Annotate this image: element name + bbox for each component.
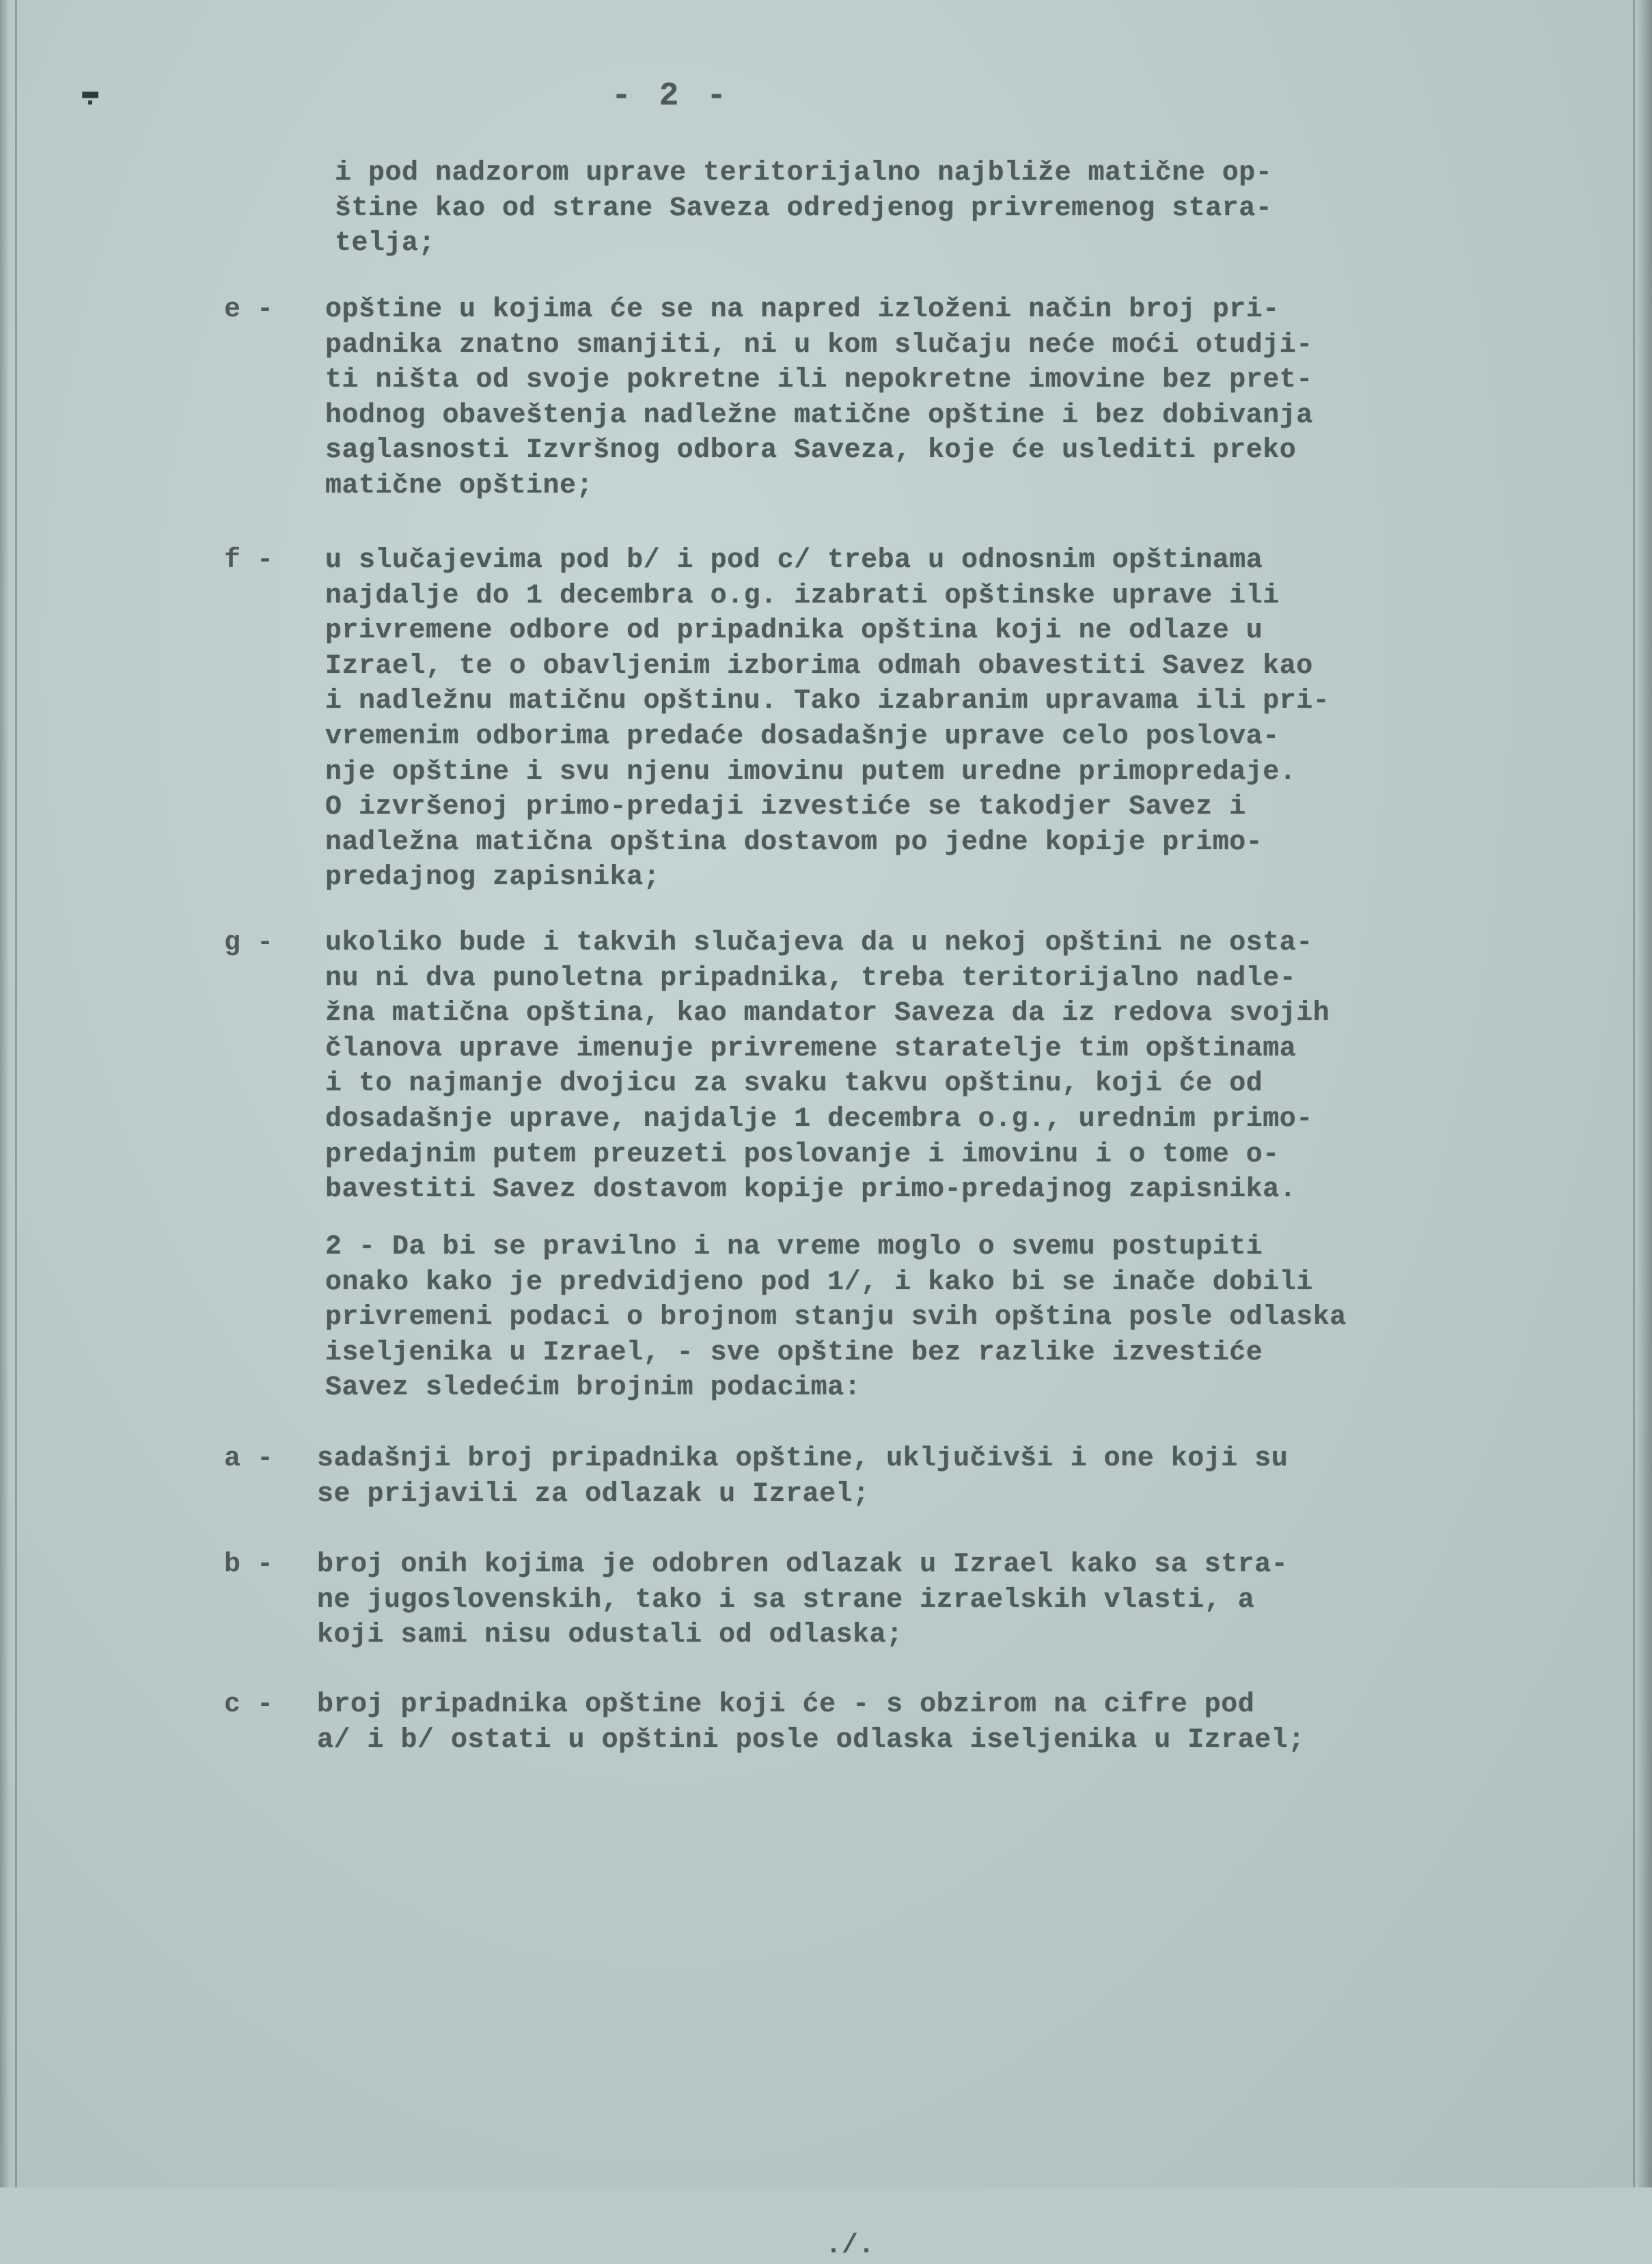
continuation-mark: ./. [825,2231,875,2261]
paragraph-section-2: 2 - Da bi se pravilno i na vreme moglo o svemu postupiti onako kako je predvidjeno pod 1/, i kako bi se inače dobili privremeni podaci o brojnom stanju svih opština posle odlaska iseljenika u Izrael, - sve opštine bez razlike izvestiće Savez sledećim brojnim podacima: [325,1232,1347,1404]
paragraph-intro: i pod nadzorom uprave teritorijalno najbliže matične op- štine kao od strane Saveza odredjenog privremenog stara- telja; [335,158,1273,260]
paragraph-a: sadašnji broj pripadnika opštine, uključivši i one koji su se prijavili za odlazak u Izrael; [317,1444,1289,1510]
left-page-edge [15,0,17,2187]
item-label-g: g - [224,928,274,958]
item-label-b: b - [224,1549,274,1580]
paragraph-c: broj pripadnika opštine koji će - s obzirom na cifre pod a/ i b/ ostati u opštini posle odlaska iseljenika u Izrael; [317,1689,1305,1756]
paragraph-e: opštine u kojima će se na napred izloženi način broj pri- padnika znatno smanjiti, ni u kom slučaju neće moći otudji- ti ništa od svoje pokretne ili nepokretne imovine bez pret- hodnog obaveštenja nadležne matične opštine i bez dobivanja saglasnosti Izvršnog odbora Saveza, koje će uslediti preko matične opštine; [325,294,1313,501]
paragraph-g: ukoliko bude i takvih slučajeva da u nekoj opštini ne osta- nu ni dva punoletna pripadnika, treba teritorijalno nadle- žna matična opština, kao mandator Saveza da iz redova svojih članova uprave imenuje privremene staratelje tim opštinama i to najmanje dvojicu za svaku takvu opštinu, koji će od dosadašnje uprave, najdalje 1 decembra o.g., urednim primo- predajnim putem preuzeti poslovanje i imovinu i o tome o- bavestiti Savez dostavom kopije primo-predajnog zapisnika. [325,928,1330,1206]
right-page-edge [1633,0,1635,2187]
paragraph-b: broj onih kojima je odobren odlazak u Izrael kako sa stra- ne jugoslovenskih, tako i sa strane izraelskih vlasti, a koji sami nisu odustali od odlaska; [317,1549,1289,1651]
item-label-e: e - [224,294,274,325]
item-label-c: c - [224,1689,274,1720]
item-label-f: f - [224,545,274,576]
item-label-a: a - [224,1444,274,1474]
page-number: - 2 - [611,78,731,115]
corner-mark: ▬ · [82,77,99,119]
paragraph-f: u slučajevima pod b/ i pod c/ treba u odnosnim opštinama najdalje do 1 decembra o.g. izabrati opštinske uprave ili privremene odbore od pripadnika opština koji ne odlaze u Izrael, te o obavljenim izborima odmah obavestiti Savez kao i nadležnu matičnu opštinu. Tako izabranim upravama ili pri- vremenim odborima predaće dosadašnje uprave celo poslova- nje opštine i svu njenu imovinu putem uredne primopredaje. O izvršenoj primo-predaji izvestiće se takodjer Savez i nadležna matična opština dostavom po jedne kopije primo- predajnog zapisnika; [325,545,1330,894]
